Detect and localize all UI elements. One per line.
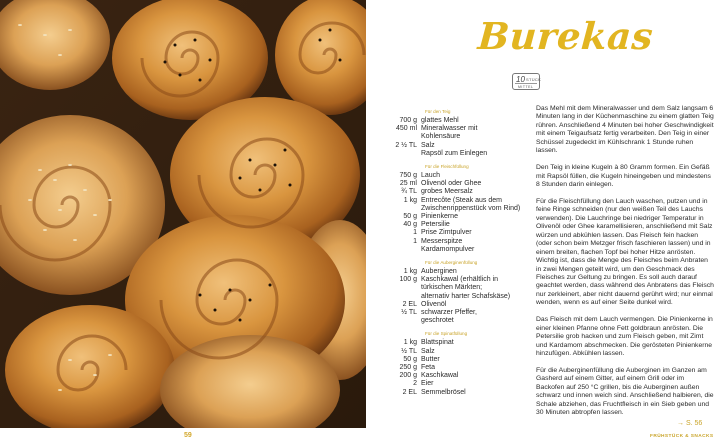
ingredient-group-title: Für die Auberginenfüllung [425,260,478,266]
ingredient-group [386,259,536,325]
ingredient-row [386,221,536,229]
method-paragraph: Für die Auberginenfüllung die Auberginen im Ganzen am Gasherd auf einem Gitter, auf einem Grill oder im Backofen auf 250 °C grillen, bis die Auberginen außen schwarz und innen weich sind. Anschließend halbieren, die Schale abziehen, das Fruchtfleisch in ein Sieb geben und 30 Minuten abtropfen lassen. [536,366,714,417]
ingredient-row [386,142,536,150]
photo-footer [0,428,366,447]
ingredient-name: Auberginen [421,268,457,276]
ingredient-row [386,276,536,284]
badge-difficulty: MITTEL [518,85,534,89]
ingredient-name: Pinienkerne [421,213,458,221]
ingredient-amount: 750 g [399,172,417,180]
ingredient-row [386,150,536,158]
ingredient-amount: 100 g [399,276,417,284]
ingredient-amount: 40 g [403,221,417,229]
ingredient-name: Prise Zimtpulver [421,229,472,237]
ingredient-name: Rapsöl zum Einlegen [421,149,488,157]
ingredient-row [386,364,536,372]
ingredient-name: Kaschkawal [421,372,459,380]
ingredient-name: Mineralwasser mit [421,125,478,133]
ingredient-amount: 2 EL [402,300,417,308]
ingredient-amount: 50 g [403,213,417,221]
ingredient-name: Olivenöl [421,300,447,308]
ingredient-name: schwarzer Pfeffer, [421,309,477,317]
ingredient-amount: ½ TL [401,347,417,355]
ingredient-amount [386,150,421,158]
ingredient-name: Salz [421,141,435,149]
method-paragraph: Das Mehl mit dem Mineralwasser und dem Salz langsam 6 Minuten lang in der Küchenmaschine zu einem glatten Teig rühren. Anschließend 4 Minuten bei hoher Geschwindigkeit mit einem Teigaufsatz fertig verarbeiten. Den Teig in einer Schüssel zugedeckt im Kühlschrank 1 Stunde ruhen lassen. [536,105,714,155]
ingredient-row [386,339,536,347]
ingredient-row [386,188,536,196]
ingredient-name: Zwischenrippenstück vom Rind) [421,204,521,212]
ingredient-amount: 1 kg [403,339,417,347]
ingredient-name: Olivenöl oder Ghee [421,180,482,188]
ingredient-row [386,117,536,125]
ingredient-row [386,356,536,364]
ingredient-row [386,317,536,325]
ingredient-row [386,389,536,397]
ingredient-amount: 2 ½ TL [395,141,417,149]
ingredient-row [386,268,536,276]
ingredient-amount: 700 g [399,117,417,124]
ingredient-name: Messerspitze [421,237,463,245]
ingredient-name: Feta [421,364,436,372]
ingredient-row [386,293,536,301]
ingredient-amount: 1 kg [403,196,417,204]
ingredient-amount: ½ TL [401,309,417,317]
method-paragraph: Für die Fleischfüllung den Lauch waschen, putzen und in feine Ringe schneiden (nur den weißen Teil des Lauchs verwenden). Die Lauchringe bei niedriger Temperatur in Olivenöl oder Ghee karamellisieren, anschließend mit Salz würzen und abkühlen lassen. Das Fleisch fein hacken (oder schon beim Metzger frisch faschieren lassen) und in einem breiten, flachen Topf bei hoher Hitze anrösten. Wichtig ist, dass die Menge des Fleisches beim Anbraten in zwei Mengen geteilt wird, um den Geschmack des Fleisches zur Geltung zu bringen. Es soll auch darauf geachtet werden, dass während des Anbratens das Fleisch nur zerkleinert, aber nicht dauernd gerührt wird; nur einmal wenden, wenn es auf einer Seite dunkel wird. [536,197,714,307]
ingredient-amount: 2 EL [402,388,417,396]
ingredient-row [386,205,536,213]
ingredient-group-title: Für die Fleischfüllung [425,164,469,170]
burekas-photo [0,0,366,428]
ingredient-group-title: Für den Teig [425,109,451,114]
ingredient-amount: 50 g [403,355,417,363]
ingredient-name: Kardamompulver [421,245,475,253]
ingredient-amount [386,246,421,254]
ingredient-amount: 250 g [399,364,417,372]
ingredient-row [386,246,536,254]
method-paragraph: Das Fleisch mit dem Lauch vermengen. Die Pinienkerne in einer kleinen Pfanne ohne Fett goldbraun anrösten. Die Petersilie grob hacken und zum Fleisch geben, mit Zimt und Kardamom abschmecken. Die gerösteten Pinienkerne hinzufügen. Abkühlen lassen. [536,316,713,358]
ingredient-amount: 450 ml [395,125,417,133]
ingredient-row [386,348,536,356]
ingredient-name: geschrotet [421,317,454,325]
ingredient-row [386,301,536,309]
recipe-page [366,0,720,447]
ingredient-name: Petersilie [421,221,450,229]
ingredient-amount: 1 kg [403,268,417,276]
page-section-label: FRÜHSTÜCK & SNACKS [650,434,714,439]
ingredient-amount [386,293,421,301]
ingredient-name: grobes Meersalz [421,188,473,196]
ingredient-amount: 25 ml [399,180,417,188]
cross-reference: → S. 56 [677,420,703,427]
ingredient-group [386,108,536,158]
ingredient-row [386,197,536,205]
ingredient-amount: 200 g [399,372,417,380]
ingredient-group [386,163,536,254]
ingredient-amount [386,205,421,213]
badge-unit: STÜCK [526,77,542,82]
ingredient-name: Blattspinat [421,339,454,347]
ingredient-row [386,284,536,292]
ingredient-amount: 1 [413,237,417,245]
ingredient-name: Salz [421,347,435,355]
ingredient-group [386,330,536,396]
ingredient-row [386,372,536,380]
ingredient-row [386,133,536,141]
ingredient-amount: 2 [413,380,417,388]
ingredient-name: glattes Mehl [421,117,459,124]
page-number-left: 59 [184,432,192,439]
ingredient-name: alternativ harter Schafskäse) [421,292,511,300]
ingredient-row [386,380,536,388]
ingredient-name: türkischen Märkten; [421,284,483,292]
ingredient-row [386,213,536,221]
ingredient-name: Eier [421,380,434,388]
ingredient-row [386,238,536,246]
ingredient-amount: 1 [413,229,417,237]
ingredient-row [386,125,536,133]
ingredient-row [386,309,536,317]
ingredient-amount [386,317,421,325]
ingredient-name: Semmelbrösel [421,388,466,396]
ingredient-name: Entrecôte (Steak aus dem [421,196,502,204]
method-paragraph: Den Teig in kleine Kugeln à 80 Gramm formen. Ein Gefäß mit Rapsöl füllen, die Kugeln hineingeben und mindestens 8 Stunden darin einlegen. [536,164,711,189]
ingredient-group-title: Für die Spinatfüllung [425,331,468,337]
ingredient-list [386,108,536,402]
recipe-title: Burekas [476,14,655,58]
ingredient-name: Kaschkawal (erhältlich in [421,276,499,284]
ingredient-row [386,229,536,237]
ingredient-row [386,180,536,188]
ingredient-name: Lauch [421,172,441,180]
servings-badge [512,73,540,90]
ingredient-amount [386,284,421,292]
ingredient-amount [386,133,421,141]
ingredient-row [386,172,536,180]
ingredient-name: Butter [421,355,440,363]
ingredient-name: Kohlensäure [421,133,461,141]
ingredient-amount: ¾ TL [401,188,417,196]
badge-divider [515,83,537,84]
badge-count: 10 [516,75,525,84]
method-text [536,105,714,426]
